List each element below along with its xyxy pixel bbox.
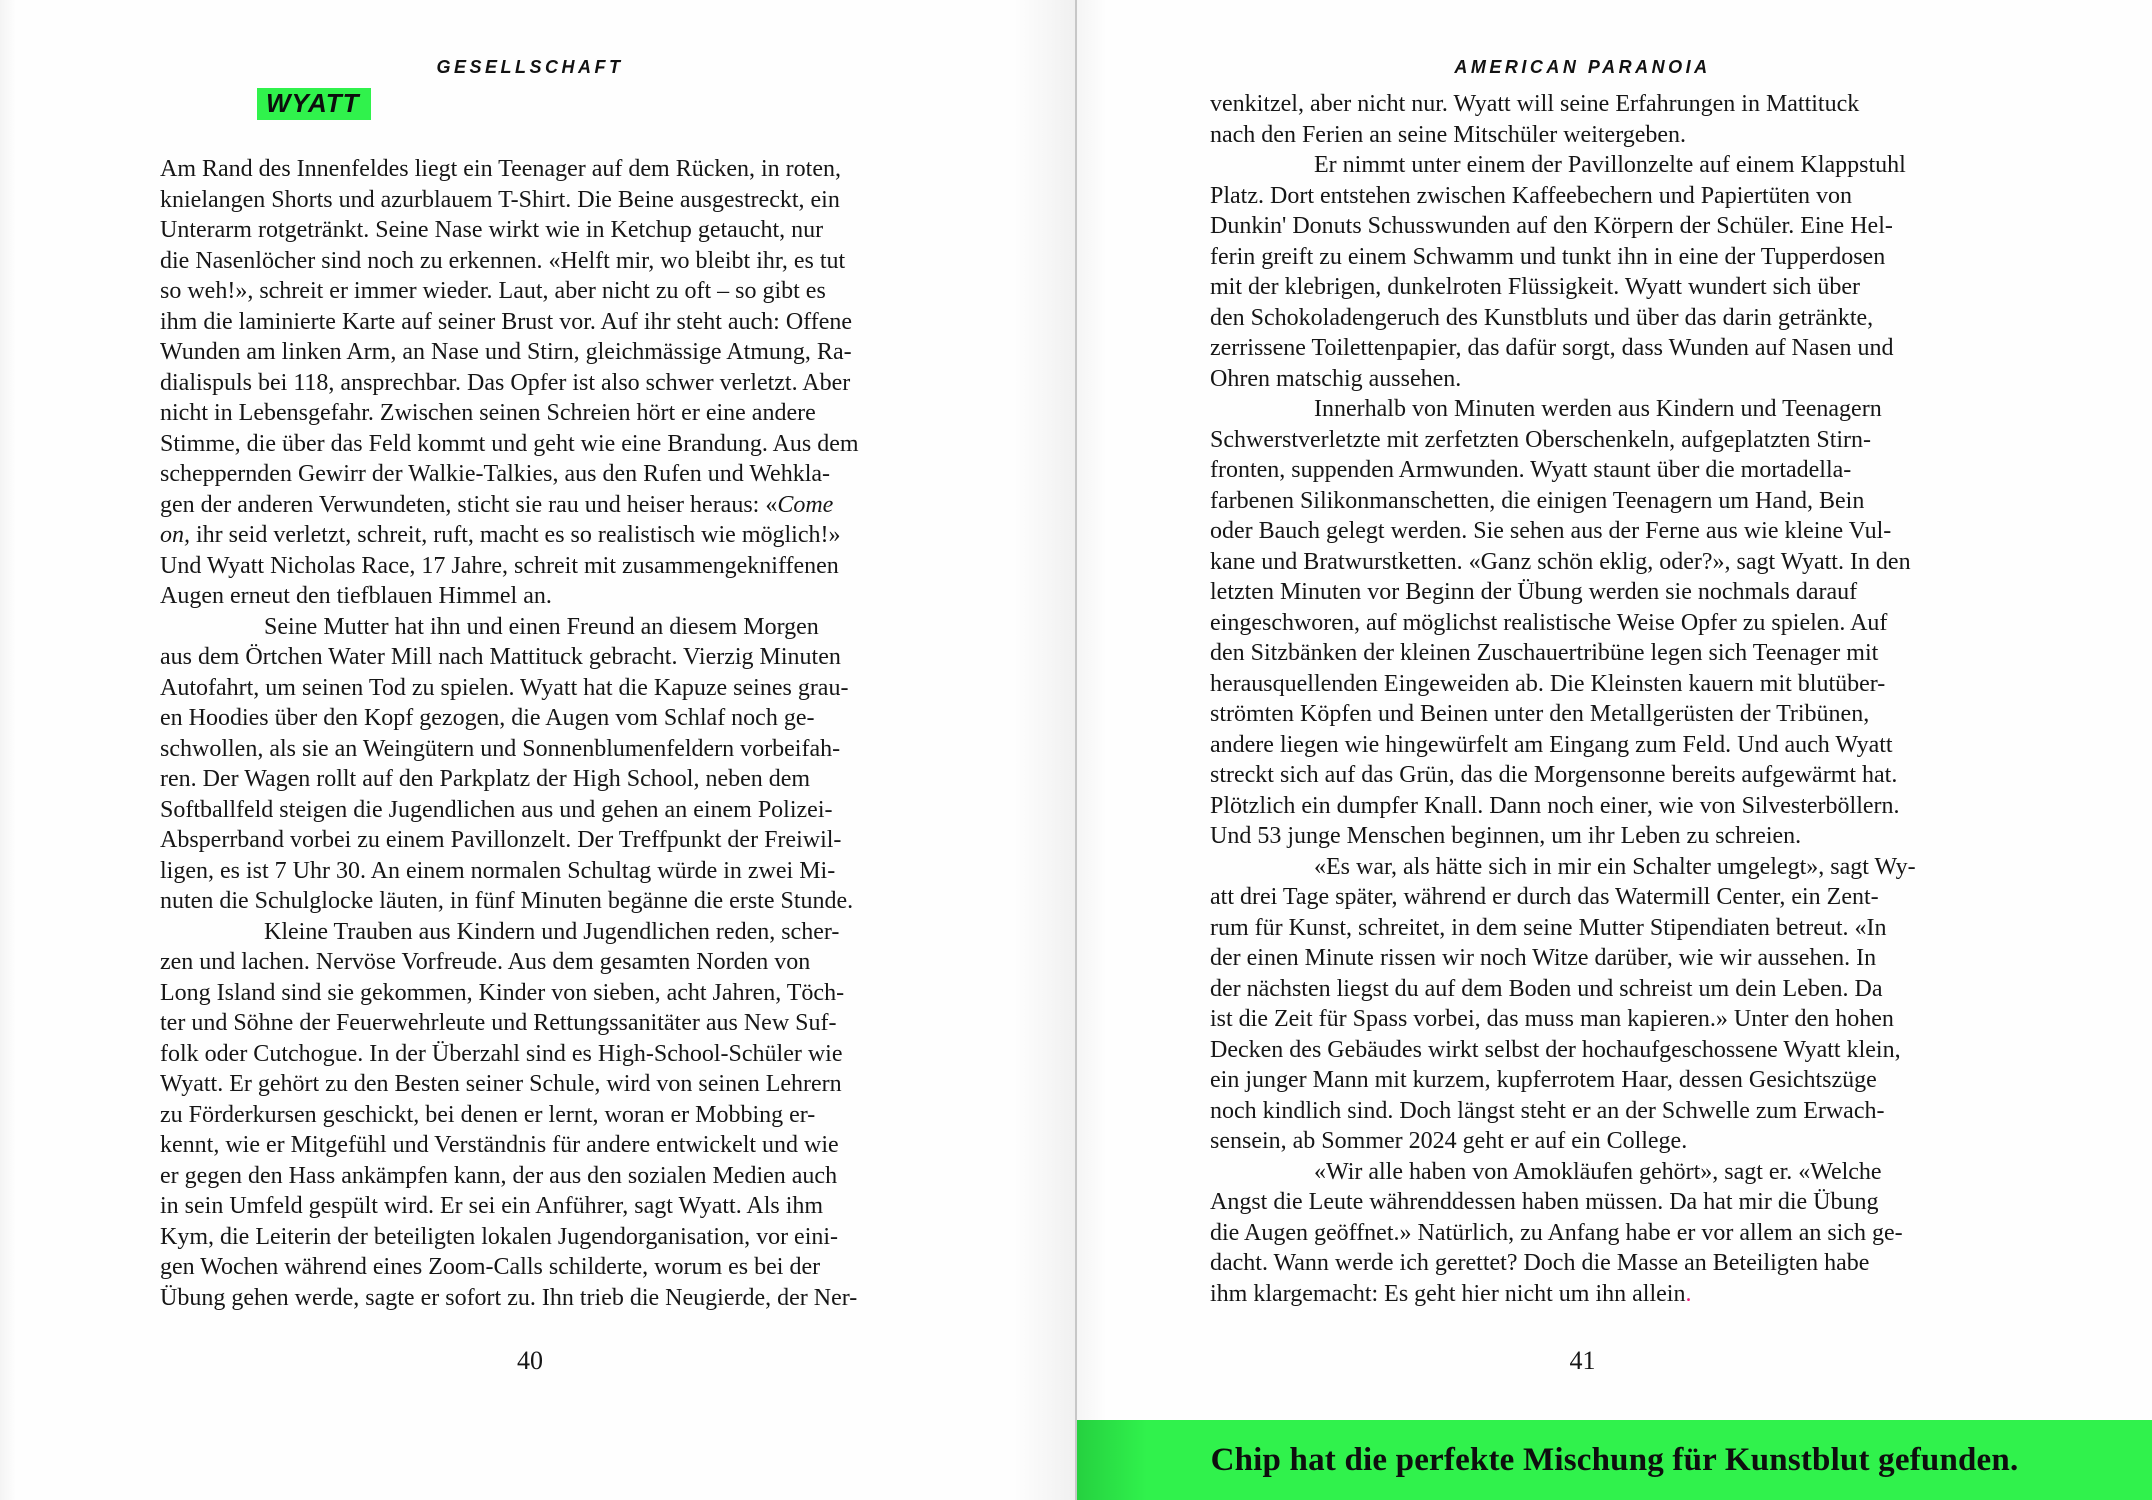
text-line: ter und Söhne der Feuerwehrleute und Rettungssanitäter aus New Suf-: [160, 1010, 837, 1036]
page-number-right: 41: [1569, 1346, 1596, 1375]
text-line: Am Rand des Innenfeldes liegt ein Teenager auf dem Rücken, in roten,: [160, 156, 841, 182]
text-line: den Schokoladengeruch des Kunstbluts und über das darin getränkte,: [1210, 304, 1874, 331]
text-line: strömten Köpfen und Beinen unter den Metallgerüsten der Tribünen,: [1210, 701, 1870, 727]
text-line: die Nasenlöcher sind noch zu erkennen. «Helft mir, wo bleibt ihr, es tut: [160, 247, 846, 274]
text-line: Ohren matschig aussehen.: [1210, 365, 1462, 392]
pull-quote-banner: [1077, 1420, 2152, 1500]
text-line: kennt, wie er Mitgefühl und Verständnis für andere entwickelt und wie: [160, 1132, 839, 1158]
text-line: noch kindlich sind. Doch längst steht er an der Schwelle zum Erwach-: [1210, 1097, 1885, 1124]
text-line: Seine Mutter hat ihn und einen Freund an diesem Morgen: [264, 613, 819, 640]
text-line: Stimme, die über das Feld kommt und geht wie eine Brandung. Aus dem: [160, 430, 859, 457]
text-line: Innerhalb von Minuten werden aus Kindern und Teenagern: [1314, 396, 1882, 422]
text-line: Schwerstverletzte mit zerfetzten Oberschenkeln, aufgeplatzten Stirn-: [1210, 426, 1872, 453]
text-line: scheppernden Gewirr der Walkie-Talkies, aus den Rufen und Wehkla-: [160, 461, 831, 487]
text-line: Und 53 junge Menschen beginnen, um ihr Leben zu schreien.: [1210, 823, 1802, 849]
text-line: zu Förderkursen geschickt, bei denen er lernt, woran er Mobbing er-: [160, 1101, 816, 1128]
text-line: nicht in Lebensgefahr. Zwischen seinen Schreien hört er eine andere: [160, 400, 816, 426]
text-line: schwollen, als sie an Weingütern und Sonnenblumenfeldern vorbeifah-: [160, 735, 841, 762]
text-line: so weh!», schreit er immer wieder. Laut, aber nicht zu oft – so gibt es: [160, 278, 826, 304]
text-line: Platz. Dort entstehen zwischen Kaffeebechern und Papiertüten von: [1210, 182, 1852, 209]
text-line: andere liegen wie hingewürfelt am Eingang zum Feld. Und auch Wyatt: [1210, 731, 1893, 758]
text-line: en Hoodies über den Kopf gezogen, die Augen vom Schlaf noch ge-: [160, 705, 815, 731]
running-head-right: AMERICAN PARANOIA: [1454, 57, 1711, 77]
text-line: folk oder Cutchogue. In der Überzahl sind es High-School-Schüler wie: [160, 1040, 843, 1067]
text-line: fronten, suppenden Armwunden. Wyatt staunt über die mortadella-: [1210, 457, 1852, 483]
text-line: on, ihr seid verletzt, schreit, ruft, macht es so realistisch wie möglich!»: [160, 522, 841, 548]
page-edge-shade: [0, 0, 16, 1500]
text-line: «Es war, als hätte sich in mir ein Schalter umgelegt», sagt Wy-: [1314, 853, 1916, 880]
text-line: Angst die Leute währenddessen haben müssen. Da hat mir die Übung: [1210, 1189, 1879, 1215]
text-line: sensein, ab Sommer 2024 geht er auf ein College.: [1210, 1128, 1688, 1154]
text-line: ferin greift zu einem Schwamm und tunkt ihn in eine der Tupperdosen: [1210, 243, 1886, 270]
text-line: ein junger Mann mit kurzem, kupferrotem Haar, dessen Gesichtszüge: [1210, 1067, 1877, 1093]
body-text-right: [1210, 89, 1955, 1309]
text-line: Decken des Gebäudes wirkt selbst der hochaufgeschossene Wyatt klein,: [1210, 1036, 1901, 1063]
text-line: Autofahrt, um seinen Tod zu spielen. Wyatt hat die Kapuze seines grau-: [160, 674, 849, 701]
text-line: Unterarm rotgetränkt. Seine Nase wirkt wie in Ketchup getaucht, nur: [160, 217, 824, 243]
text-line: letzten Minuten vor Beginn der Übung werden sie nochmals darauf: [1210, 579, 1858, 605]
gutter-shade-right: [1077, 0, 1107, 1500]
text-line: ihm klargemacht: Es geht hier nicht um ihn allein.: [1210, 1280, 1692, 1307]
text-line: in sein Umfeld gespült wird. Er sei ein Anführer, sagt Wyatt. Als ihm: [160, 1193, 824, 1219]
text-line: ihm die laminierte Karte auf seiner Brust vor. Auf ihr steht auch: Offene: [160, 308, 853, 335]
page-number-left: 40: [517, 1346, 543, 1375]
text-line: ist die Zeit für Spass vorbei, das muss man kapieren.» Unter den hohen: [1210, 1006, 1894, 1032]
text-line: mit der klebrigen, dunkelroten Flüssigkeit. Wyatt wundert sich über: [1210, 274, 1860, 300]
text-line: oder Bauch gelegt werden. Sie sehen aus der Ferne aus wie kleine Vul-: [1210, 518, 1892, 544]
text-line: Long Island sind sie gekommen, Kinder von sieben, acht Jahren, Töch-: [160, 979, 845, 1006]
text-line: aus dem Örtchen Water Mill nach Mattituck gebracht. Vierzig Minuten: [160, 644, 841, 670]
gutter-shade-left: [1013, 0, 1075, 1500]
text-line: nuten die Schulglocke läuten, in fünf Minuten begänne die erste Stunde.: [160, 888, 854, 914]
text-line: Absperrband vorbei zu einem Pavillonzelt. Der Treffpunkt der Freiwil-: [160, 827, 842, 853]
text-line: Kleine Trauben aus Kindern und Jugendlichen reden, scher-: [264, 918, 840, 945]
text-line: Übung gehen werde, sagte er sofort zu. Ihn trieb die Neugierde, der Ner-: [160, 1284, 858, 1311]
text-line: gen der anderen Verwundeten, sticht sie rau und heiser heraus: «Come: [160, 491, 834, 518]
text-line: er gegen den Hass ankämpfen kann, der aus den sozialen Medien auch: [160, 1162, 838, 1189]
text-line: Softballfeld steigen die Jugendlichen aus und gehen an einem Polizei-: [160, 796, 833, 823]
text-line: ren. Der Wagen rollt auf den Parkplatz der High School, neben dem: [160, 766, 811, 792]
text-line: knielangen Shorts und azurblauem T-Shirt. Die Beine ausgestreckt, ein: [160, 186, 840, 213]
text-line: «Wir alle haben von Amokläufen gehört», sagt er. «Welche: [1314, 1158, 1882, 1185]
body-text-left: [160, 154, 900, 1313]
text-line: Kym, die Leiterin der beteiligten lokalen Jugendorganisation, vor eini-: [160, 1223, 839, 1250]
text-line: Augen erneut den tiefblauen Himmel an.: [160, 583, 552, 609]
text-line: Plötzlich ein dumpfer Knall. Dann noch einer, wie von Silvesterböllern.: [1210, 792, 1900, 819]
text-line: zen und lachen. Nervöse Vorfreude. Aus dem gesamten Norden von: [160, 949, 811, 975]
text-line: nach den Ferien an seine Mitschüler weitergeben.: [1210, 121, 1687, 148]
text-line: gen Wochen während eines Zoom-Calls schilderte, worum es bei der: [160, 1254, 821, 1280]
text-line: Und Wyatt Nicholas Race, 17 Jahre, schreit mit zusammengekniffenen: [160, 552, 839, 579]
text-line: den Sitzbänken der kleinen Zuschauertribüne legen sich Teenager mit: [1210, 640, 1879, 666]
text-line: eingeschworen, auf möglichst realistische Weise Opfer zu spielen. Auf: [1210, 609, 1888, 636]
text-line: venkitzel, aber nicht nur. Wyatt will seine Erfahrungen in Mattituck: [1210, 91, 1860, 117]
text-line: rum für Kunst, schreitet, in dem seine Mutter Stipendiaten betreut. «In: [1210, 914, 1887, 941]
pull-quote-text: Chip hat die perfekte Mischung für Kunstblut gefunden.: [1210, 1441, 2019, 1478]
running-head-left: GESELLSCHAFT: [436, 57, 624, 77]
text-line: kane und Bratwurstketten. «Ganz schön eklig, oder?», sagt Wyatt. In den: [1210, 548, 1911, 575]
text-line: Wunden am linken Arm, an Nase und Stirn, gleichmässige Atmung, Ra-: [160, 339, 852, 365]
text-line: streckt sich auf das Grün, das die Morgensonne bereits aufgewärmt hat.: [1210, 762, 1898, 788]
text-line: Er nimmt unter einem der Pavillonzelte auf einem Klappstuhl: [1314, 152, 1906, 178]
text-line: Dunkin' Donuts Schusswunden auf den Körpern der Schüler. Eine Hel-: [1210, 213, 1893, 239]
text-line: herausquellenden Eingeweiden ab. Die Kleinsten kauern mit blutüber-: [1210, 670, 1886, 697]
text-line: ligen, es ist 7 Uhr 30. An einem normalen Schultag würde in zwei Mi-: [160, 857, 836, 884]
text-line: der einen Minute rissen wir noch Witze darüber, wie wir aussehen. In: [1210, 945, 1877, 971]
text-line: farbenen Silikonmanschetten, die einigen Teenagern um Hand, Bein: [1210, 487, 1865, 514]
text-line: zerrissene Toilettenpapier, das dafür sorgt, dass Wunden auf Nasen und: [1210, 335, 1894, 361]
text-line: att drei Tage später, während er durch das Watermill Center, ein Zent-: [1210, 884, 1879, 910]
section-label-highlight: WYATT: [257, 88, 371, 120]
text-line: der nächsten liegst du auf dem Boden und schreist um dein Leben. Da: [1210, 975, 1883, 1002]
text-line: die Augen geöffnet.» Natürlich, zu Anfang habe er vor allem an sich ge-: [1210, 1219, 1903, 1246]
text-line: Wyatt. Er gehört zu den Besten seiner Schule, wird von seinen Lehrern: [160, 1071, 842, 1097]
text-line: dacht. Wann werde ich gerettet? Doch die Masse an Beteiligten habe: [1210, 1250, 1870, 1276]
text-line: dialispuls bei 118, ansprechbar. Das Opfer ist also schwer verletzt. Aber: [160, 369, 851, 396]
